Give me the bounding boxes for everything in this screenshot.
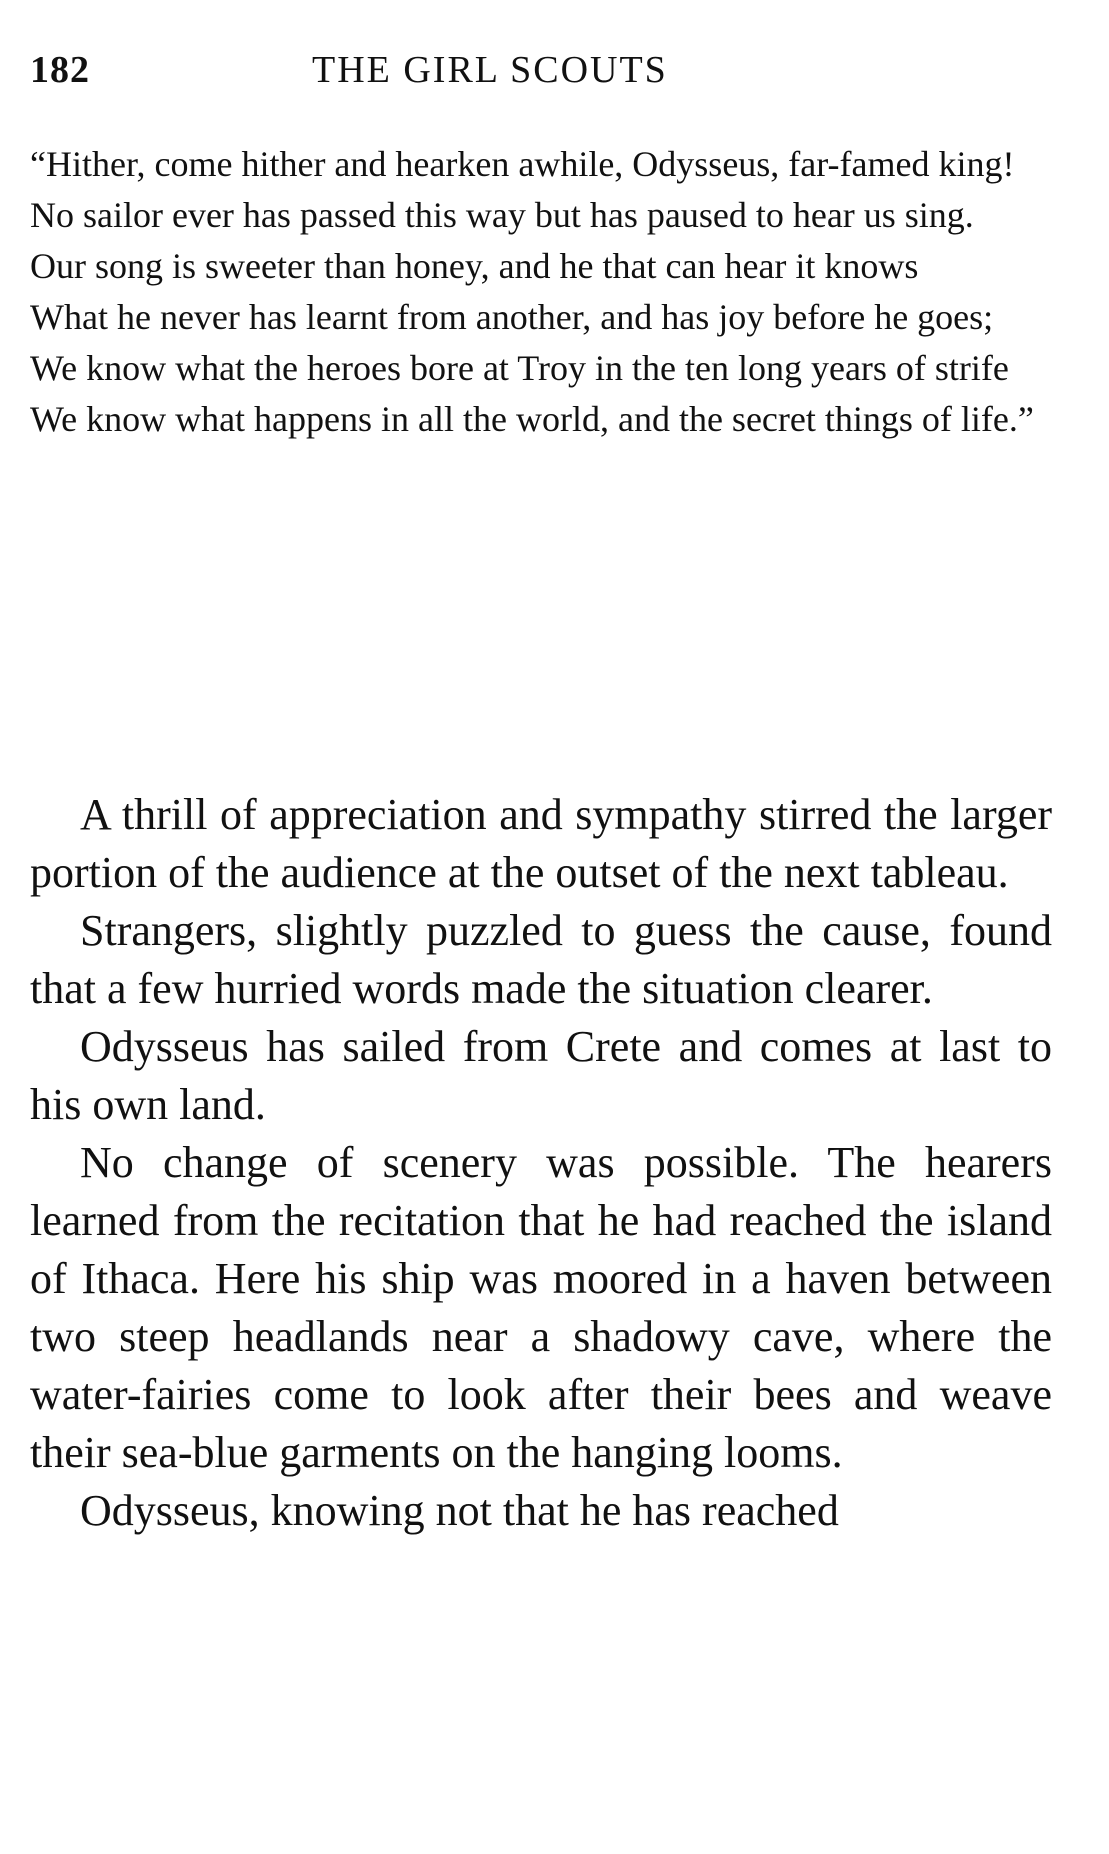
paragraph: A thrill of appreciation and sympathy stirred the larger portion of the audience at the outset of the next tableau. [30, 790, 1052, 897]
poem-line: No sailor ever has passed this way but has paused to hear us sing. [30, 195, 974, 235]
paragraph: Odysseus has sailed from Crete and comes at last to his own land. [30, 1022, 1052, 1129]
running-head: THE GIRL SCOUTS [312, 49, 668, 91]
poem-line: We know what happens in all the world, and the secret things of life.” [30, 399, 1034, 439]
page-header [30, 48, 790, 98]
body-text [30, 786, 1052, 1540]
poem-line: Our song is sweeter than honey, and he that can hear it knows [30, 246, 919, 286]
poem-line: We know what the heroes bore at Troy in the ten long years of strife [30, 348, 1009, 388]
poem-line: What he never has learnt from another, and has joy before he goes; [30, 297, 994, 337]
paragraph: No change of scenery was possible. The hearers learned from the recitation that he had reached the island of Ithaca. Here his ship was moored in a haven between two steep headlands near a shadowy cave, where the water-fairies come to look after their bees and weave their sea-blue garments on the hanging looms. [30, 1138, 1052, 1477]
paragraph: Strangers, slightly puzzled to guess the cause, found that a few hurried words made the situation clearer. [30, 906, 1052, 1013]
paragraph: Odysseus, knowing not that he has reached [80, 1486, 839, 1535]
poem-line: “Hither, come hither and hearken awhile, Odysseus, far-famed king! [30, 144, 1015, 184]
page-number: 182 [30, 49, 90, 91]
poem-block [30, 140, 1050, 446]
